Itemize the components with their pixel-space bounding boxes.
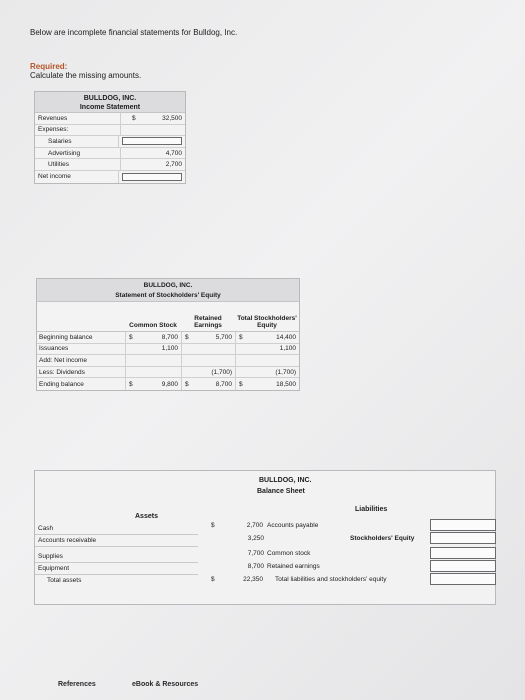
ap-amount: [211, 520, 263, 532]
currency-symbol: $: [185, 380, 189, 388]
total-equity-cell: [235, 367, 299, 378]
row-label: Expenses:: [35, 125, 121, 136]
row-label: Revenues: [35, 113, 121, 124]
currency-symbol: $: [185, 333, 189, 341]
ap-label: Accounts payable: [267, 522, 319, 530]
total-equity-value: 1,100: [279, 345, 296, 353]
row-label: Net income: [35, 171, 119, 183]
cs-label: Common stock: [267, 550, 311, 558]
re-input[interactable]: [430, 560, 496, 572]
company-name: BULLDOG, INC.: [143, 282, 193, 289]
currency-symbol: $: [132, 114, 136, 122]
common-stock-cell: [125, 332, 181, 343]
common-stock-value: 8,700: [161, 333, 178, 341]
retained-earnings-cell: [181, 355, 235, 366]
retained-earnings-value: 5,700: [215, 333, 232, 341]
equity-statement-table: [36, 278, 300, 391]
assets-header: Assets: [135, 513, 158, 520]
re-value: 8,700: [247, 563, 264, 571]
equity-row: [37, 378, 299, 390]
retained-earnings-cell: [181, 332, 235, 343]
re-label: Retained earnings: [267, 563, 320, 571]
row-label: Utilities: [48, 161, 69, 169]
currency-symbol: $: [211, 576, 215, 584]
income-statement-table: [34, 91, 186, 184]
cs-value: 7,700: [247, 550, 264, 558]
retained-earnings-cell: [181, 344, 235, 355]
common-stock-cell: [125, 367, 181, 378]
liabilities-header: Liabilities: [355, 506, 388, 513]
currency-symbol: $: [211, 522, 215, 530]
common-stock-cell: [125, 344, 181, 355]
revenues-value: 32,500: [162, 114, 182, 122]
equipment-label: Equipment: [35, 563, 198, 575]
intro-text: Below are incomplete financial statements for Bulldog, Inc.: [30, 28, 238, 37]
col-total-equity: Total Stockholders' Equity: [237, 315, 297, 329]
required-label: Required:: [30, 62, 68, 71]
statement-title: Income Statement: [79, 104, 141, 111]
cash-label: Cash: [35, 523, 198, 535]
ar-value: 3,250: [247, 535, 264, 543]
currency-symbol: $: [129, 333, 133, 341]
equity-header: Stockholders' Equity: [350, 535, 415, 543]
col-common-stock: Common Stock: [129, 322, 177, 329]
retained-earnings-value: 8,700: [215, 380, 232, 388]
total-equity-value: 14,400: [276, 333, 296, 341]
common-stock-cell: [125, 355, 181, 366]
total-assets-label: Total assets: [47, 577, 82, 585]
row-label: Advertising: [48, 149, 81, 157]
total-equity-cell: [235, 355, 299, 366]
utilities-value: 2,700: [165, 161, 182, 169]
expenses-row: [35, 125, 185, 137]
common-stock-cell: [125, 378, 181, 390]
required-text: Calculate the missing amounts.: [30, 71, 142, 80]
common-stock-value: 9,800: [161, 380, 178, 388]
supplies-label: Supplies: [35, 551, 198, 563]
row-label: Issuances: [39, 345, 69, 353]
statement-title: Statement of Stockholders' Equity: [115, 292, 221, 299]
advertising-value: 4,700: [165, 149, 182, 157]
net-income-row: [35, 171, 185, 183]
retained-earnings-value: (1,700): [211, 368, 232, 376]
common-stock-value: 1,100: [161, 345, 178, 353]
equity-header-input[interactable]: [430, 532, 496, 544]
equity-statement-header: [37, 279, 299, 302]
total-equity-cell: [235, 332, 299, 343]
ar-label: Accounts receivable: [35, 535, 198, 547]
balance-sheet-table: [34, 470, 496, 605]
equity-row: [37, 355, 299, 367]
row-label: Beginning balance: [39, 333, 93, 341]
salaries-input[interactable]: [122, 137, 182, 145]
equity-row: [37, 344, 299, 356]
advertising-row: [35, 148, 185, 160]
net-income-input[interactable]: [122, 173, 182, 181]
total-equity-value: 18,500: [276, 380, 296, 388]
total-equity-cell: [235, 378, 299, 390]
column-headers: [37, 302, 299, 332]
col-retained-earnings: Retained Earnings: [194, 315, 222, 329]
income-statement-header: [35, 92, 185, 113]
utilities-row: [35, 159, 185, 171]
total-input[interactable]: [430, 573, 496, 585]
retained-earnings-cell: [181, 367, 235, 378]
statement-title: Balance Sheet: [257, 488, 305, 495]
row-label: Ending balance: [39, 380, 84, 388]
ap-value: 2,700: [246, 522, 263, 530]
currency-symbol: $: [239, 380, 243, 388]
ap-input[interactable]: [430, 519, 496, 531]
total-value: 22,350: [243, 576, 263, 584]
equity-row: [37, 367, 299, 379]
equity-row: [37, 332, 299, 344]
ebook-resources-link[interactable]: eBook & Resources: [132, 681, 199, 688]
row-label: Add: Net income: [39, 356, 88, 364]
cs-input[interactable]: [430, 547, 496, 559]
revenues-row: [35, 113, 185, 125]
currency-symbol: $: [129, 380, 133, 388]
company-name: BULLDOG, INC.: [259, 477, 312, 484]
salaries-row: [35, 136, 185, 148]
retained-earnings-cell: [181, 378, 235, 390]
total-equity-cell: [235, 344, 299, 355]
references-link[interactable]: References: [58, 681, 96, 688]
row-label: Salaries: [48, 137, 72, 145]
row-label: Less: Dividends: [39, 368, 85, 376]
total-equity-value: (1,700): [275, 368, 296, 376]
currency-symbol: $: [239, 333, 243, 341]
total-amount: [211, 574, 263, 586]
company-name: BULLDOG, INC.: [83, 95, 137, 102]
total-label: Total liabilities and stockholders' equity: [275, 576, 387, 584]
